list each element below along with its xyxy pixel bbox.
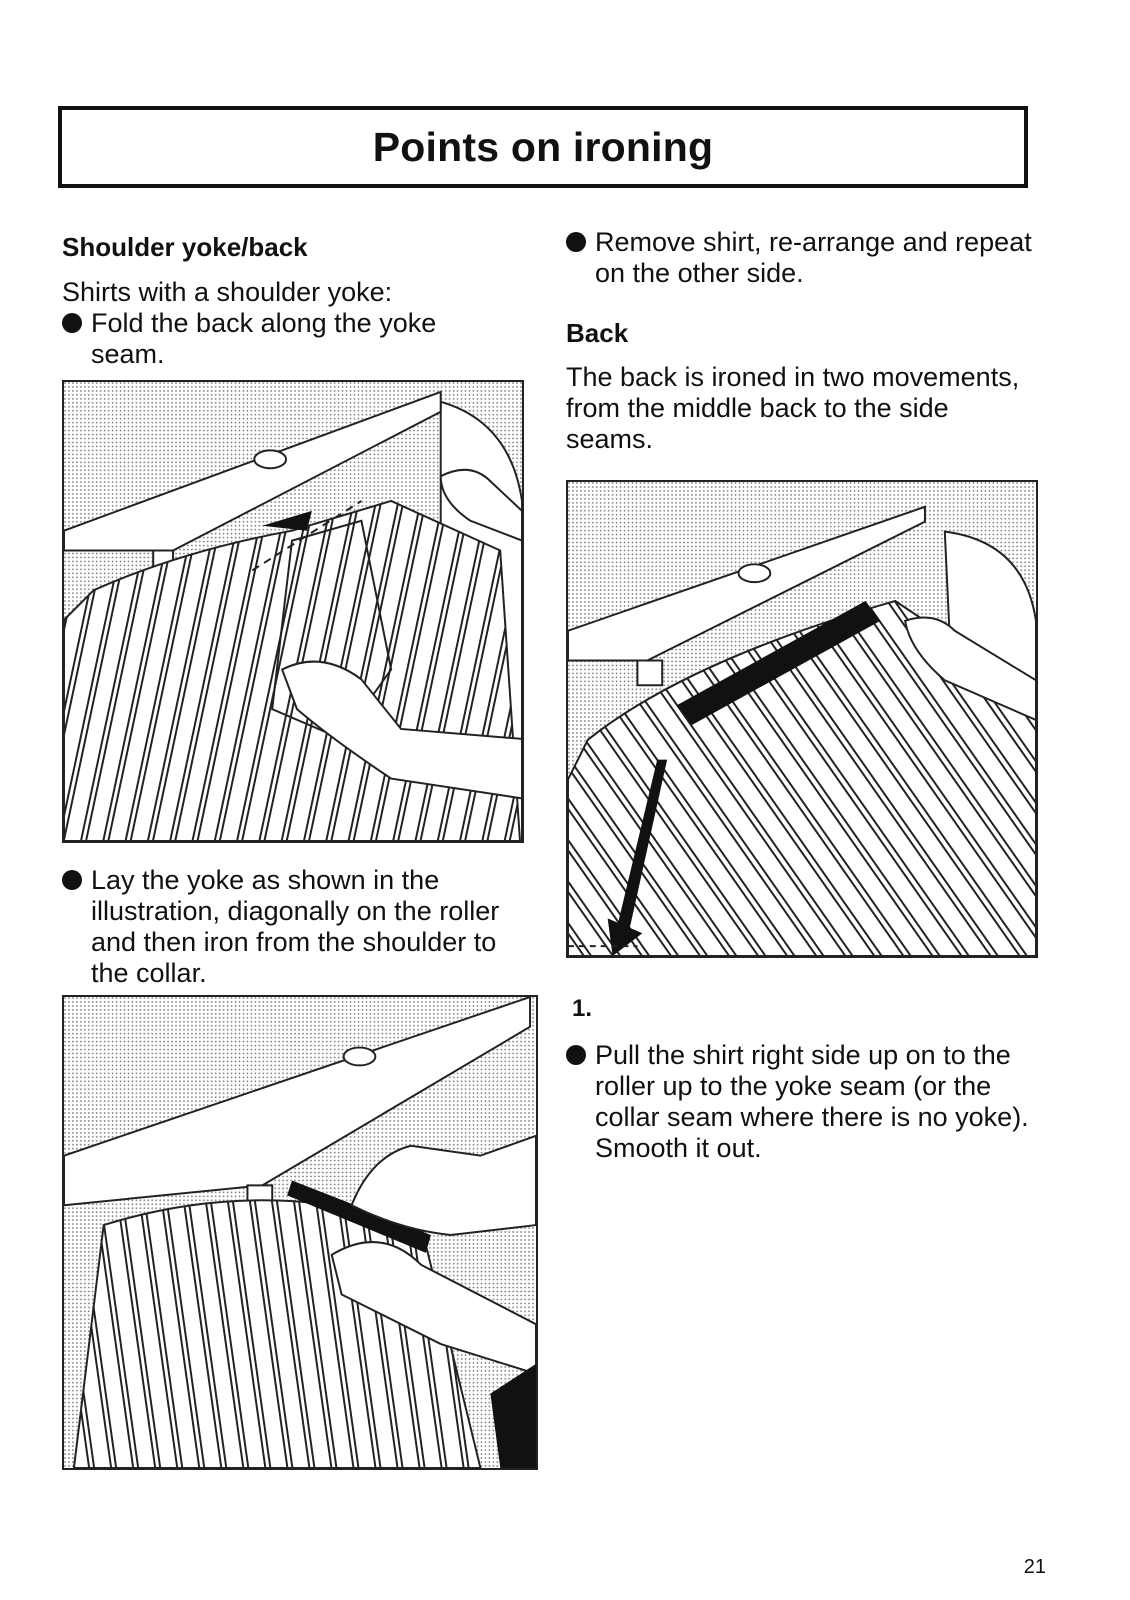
section-heading-shoulder-yoke: Shoulder yoke/back (62, 232, 308, 262)
illustration-yoke-diagonal (62, 995, 538, 1470)
bullet-row (566, 1040, 1041, 1164)
bullet-text: Lay the yoke as shown in the illustration, diagonally on the roller and then iron from the shoulder to the collar. (91, 865, 500, 988)
illustration-fold-back (62, 380, 524, 843)
bullet-dot-icon (62, 313, 82, 333)
bullet-text: Fold the back along the yoke seam. (91, 308, 437, 369)
bullet-item (62, 865, 522, 989)
illustration-back-roller (566, 480, 1038, 958)
section-heading-back: Back (566, 318, 629, 348)
page-title: Points on ironing (372, 123, 714, 170)
bullet-text: Remove shirt, re-arrange and repeat on the other side. (595, 227, 1032, 288)
back-paragraph: The back is ironed in two movements, from the middle back to the side seams. (566, 362, 1020, 454)
bullet-row (566, 227, 1036, 289)
page-number: 21 (1023, 1556, 1046, 1578)
page-title-box (58, 106, 1028, 188)
bullet-item (62, 308, 502, 370)
bullet-item (566, 227, 1036, 289)
intro-text (62, 277, 502, 370)
step-number: 1. (572, 995, 593, 1022)
intro-line: Shirts with a shoulder yoke: (62, 277, 393, 307)
bullet-row (62, 865, 522, 989)
bullet-dot-icon (62, 870, 82, 890)
bullet-dot-icon (566, 232, 586, 252)
bullet-dot-icon (566, 1045, 586, 1065)
bullet-item (566, 1040, 1041, 1164)
bullet-text: Pull the shirt right side up on to the roller up to the yoke seam (or the collar seam where there is no yoke). Smooth it out. (595, 1040, 1029, 1163)
